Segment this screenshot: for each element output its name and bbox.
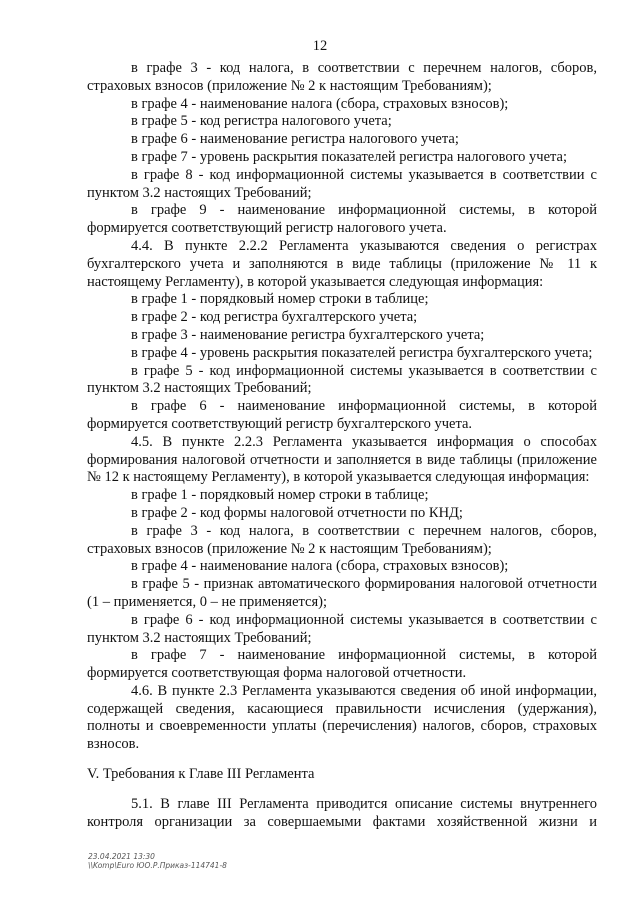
paragraph: в графе 6 - наименование информационной системы, в которой формируется соответствующий регистр бухгалтерского учета. — [87, 398, 597, 432]
paragraph: в графе 6 - код информационной системы указывается в соответствии с пунктом 3.2 настоящих Требований; — [87, 611, 597, 646]
paragraph: в графе 8 - код информационной системы указывается в соответствии с пунктом 3.2 настоящих Требований; — [87, 166, 597, 201]
paragraph: в графе 7 - уровень раскрытия показателей регистра налогового учета; — [131, 148, 567, 165]
paragraph: 4.5. В пункте 2.2.3 Регламента указывается информация о способах формирования налоговой отчетности и заполняется в виде таблицы (приложение № 12 к настоящему Регламенту), в которой указывается следующая информация: — [87, 433, 597, 486]
paragraph: в графе 5 - код регистра налогового учета; — [131, 113, 392, 130]
paragraph: в графе 4 - наименование налога (сбора, страховых взносов); — [131, 95, 509, 112]
footer-path: \\Komp\Euro ЮО.Р.Приказ-114741-8 — [88, 861, 227, 870]
paragraph: в графе 9 - наименование информационной системы, в которой формируется соответствующий регистр налогового учета. — [87, 202, 597, 237]
document-body — [87, 60, 597, 831]
paragraph: в графе 7 - наименование информационной системы, в которой формируется соответствующая форма налоговой отчетности. — [87, 647, 597, 682]
paragraph: в графе 4 - наименование налога (сбора, страховых взносов); — [131, 558, 509, 575]
paragraph: в графе 2 - код регистра бухгалтерского учета; — [131, 309, 418, 326]
paragraph: в графе 5 - код информационной системы указывается в соответствии с пунктом 3.2 настоящих Требований; — [87, 362, 597, 397]
paragraph: в графе 1 - порядковый номер строки в таблице; — [131, 291, 429, 308]
paragraph: в графе 5 - признак автоматического формирования налоговой отчетности (1 – применяется, 0 – не применяется); — [87, 576, 597, 610]
paragraph: в графе 2 - код формы налоговой отчетности по КНД; — [131, 504, 463, 521]
page-number: 12 — [312, 38, 328, 54]
paragraph: 4.4. В пункте 2.2.2 Регламента указываются сведения о регистрах бухгалтерского учета и заполняются в виде таблицы (приложение № 11 к настоящему Регламенту), в которой указывается следующая информация: — [87, 237, 597, 290]
paragraph: в графе 3 - код налога, в соответствии с перечнем налогов, сборов, страховых взносов (приложение № 2 к настоящим Требованиям); — [87, 522, 597, 557]
paragraph: в графе 1 - порядковый номер строки в таблице; — [131, 487, 429, 504]
section-paragraph: 5.1. В главе III Регламента приводится описание системы внутреннего контроля организации за совершаемыми фактами хозяйственной жизни и — [87, 795, 597, 830]
paragraph: в графе 6 - наименование регистра налогового учета; — [131, 131, 459, 148]
footer-stamp — [88, 852, 227, 870]
footer-date: 23.04.2021 13:30 — [88, 852, 155, 861]
paragraph: в графе 3 - наименование регистра бухгалтерского учета; — [131, 326, 485, 343]
section-heading: V. Требования к Главе III Регламента — [87, 766, 315, 783]
paragraph: 4.6. В пункте 2.3 Регламента указываются сведения об иной информации, содержащей сведения, касающиеся правильности исчисления (удержания), полноты и своевременности уплаты (перечисления) налогов, сборов, страховых взносов. — [87, 682, 597, 753]
paragraph: в графе 4 - уровень раскрытия показателей регистра бухгалтерского учета; — [131, 344, 593, 361]
paragraph: в графе 3 - код налога, в соответствии с перечнем налогов, сборов, страховых взносов (приложение № 2 к настоящим Требованиям); — [87, 60, 597, 94]
